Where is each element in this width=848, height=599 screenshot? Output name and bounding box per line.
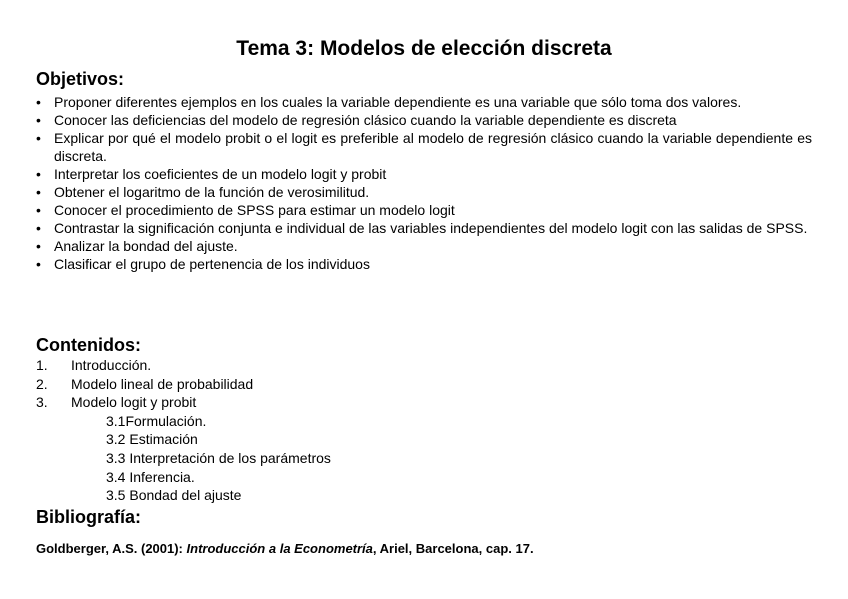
- objetivo-item: [36, 219, 812, 237]
- contenido-text: Introducción.: [71, 357, 152, 373]
- objetivo-text: Clasificar el grupo de pertenencia de los individuos: [54, 256, 370, 272]
- objetivos-list: [36, 93, 812, 273]
- contenido-number: 2.: [36, 375, 48, 392]
- objetivo-item: [36, 93, 812, 111]
- bullet-icon: •: [36, 184, 41, 200]
- bibliography-author: Goldberger, A.S. (2001):: [36, 541, 183, 556]
- bibliography-book-title: Introducción a la Econometría: [186, 541, 373, 556]
- contenido-subitem: 3.1Formulación.: [106, 412, 207, 429]
- objetivo-text: Proponer diferentes ejemplos en los cuales la variable dependiente es una variable que sólo toma dos valores.: [54, 94, 742, 110]
- bullet-icon: •: [36, 256, 41, 272]
- objetivo-item: [36, 165, 812, 183]
- contenido-subitem: 3.5 Bondad del ajuste: [106, 487, 242, 504]
- objetivo-text: Interpretar los coeficientes de un modelo logit y probit: [54, 166, 387, 182]
- objetivo-item: [36, 201, 812, 219]
- objetivo-item: [36, 111, 812, 129]
- contenido-item: [36, 356, 636, 375]
- bullet-icon: •: [36, 166, 41, 182]
- contenido-subitem: 3.2 Estimación: [106, 431, 198, 448]
- bullet-icon: •: [36, 238, 41, 254]
- bullet-icon: •: [36, 130, 41, 146]
- objetivo-text: Conocer las deficiencias del modelo de regresión clásico cuando la variable dependiente es discreta: [54, 112, 677, 128]
- contenido-item: [36, 375, 636, 394]
- objetivos-heading: Objetivos:: [36, 69, 125, 89]
- contenido-subitem: 3.3 Interpretación de los parámetros: [106, 449, 331, 466]
- objetivo-item: [36, 183, 812, 201]
- contenidos-heading: Contenidos:: [36, 335, 141, 355]
- objetivo-item: [36, 129, 812, 165]
- page-title: Tema 3: Modelos de elección discreta: [236, 37, 612, 60]
- contenido-number: 3.: [36, 394, 48, 411]
- bullet-icon: •: [36, 202, 41, 218]
- objetivo-item: [36, 237, 812, 255]
- contenido-text: Modelo logit y probit: [71, 394, 197, 411]
- objetivo-item: [36, 255, 812, 273]
- bullet-icon: •: [36, 112, 41, 128]
- contenido-number: 1.: [36, 357, 48, 373]
- objetivo-text: Analizar la bondad del ajuste.: [54, 238, 238, 254]
- bullet-icon: •: [36, 220, 41, 236]
- bibliografia-heading: Bibliografía:: [36, 507, 142, 527]
- contenido-item: [36, 393, 636, 505]
- contenido-subitem: 3.4 Inferencia.: [106, 468, 195, 485]
- objetivo-text: Contrastar la significación conjunta e individual de las variables independientes del modelo logit con las salidas de SPSS.: [54, 220, 808, 236]
- objetivo-text: Explicar por qué el modelo probit o el logit es preferible al modelo de regresión clásico cuando la variable dependiente es discreta.: [54, 130, 812, 164]
- objetivo-text: Conocer el procedimiento de SPSS para estimar un modelo logit: [54, 202, 455, 218]
- objetivo-text: Obtener el logaritmo de la función de verosimilitud.: [54, 184, 370, 200]
- contenido-text: Modelo lineal de probabilidad: [71, 375, 254, 392]
- bibliography-publisher: , Ariel, Barcelona, cap. 17.: [372, 541, 534, 556]
- bibliography-entry: [36, 540, 534, 558]
- contenidos-list: [36, 356, 636, 505]
- bullet-icon: •: [36, 94, 41, 110]
